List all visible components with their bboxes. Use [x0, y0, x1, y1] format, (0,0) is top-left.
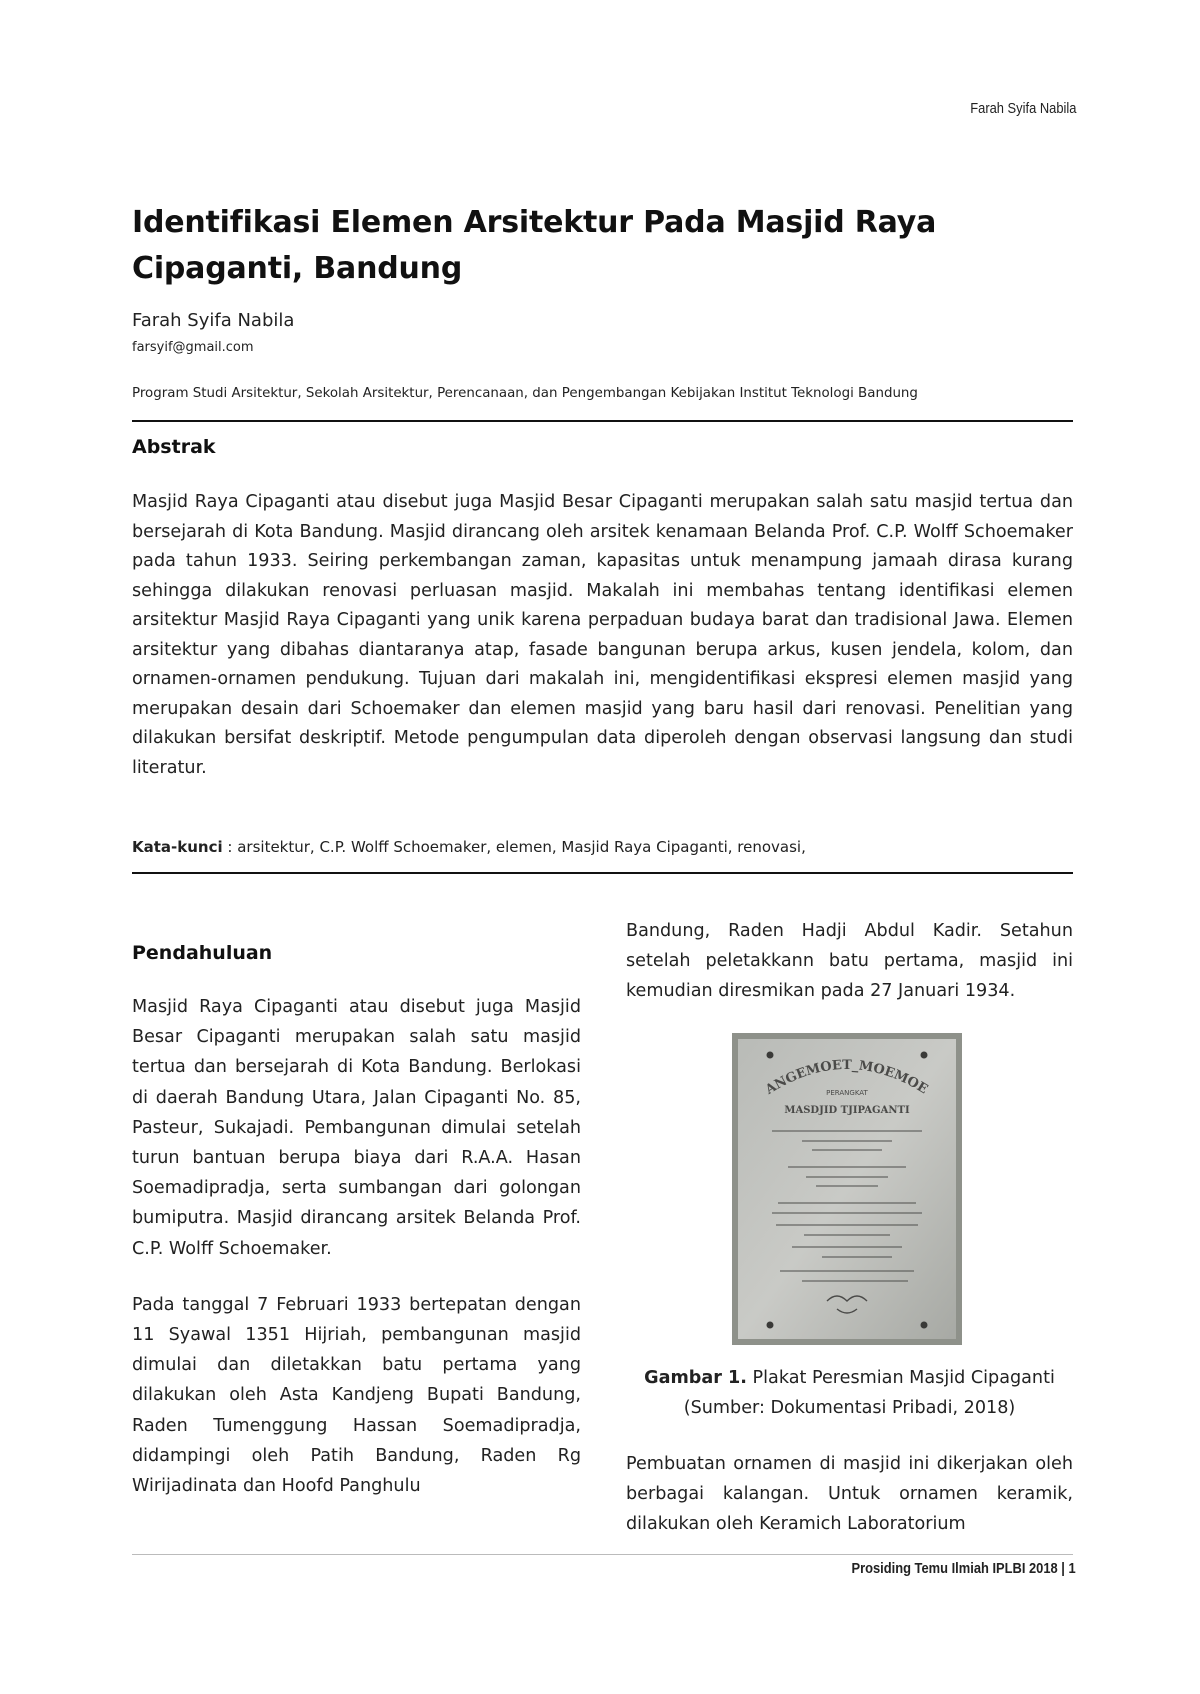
abstract-body: Masjid Raya Cipaganti atau disebut juga Masjid Besar Cipaganti merupakan salah satu masjid tertua dan bersejarah di Kota Bandung. Masjid dirancang oleh arsitek kenamaan Belanda Prof. C.P. Wolff Schoemaker pada tahun 1933. Seiring perkembangan zaman, kapasitas untuk menampung jamaah dirasa kurang sehingga dilakukan renovasi perluasan masjid. Makalah ini membahas tentang identifikasi elemen arsitektur Masjid Raya Cipaganti yang unik karena perpaduan budaya barat dan tradisional Jawa. Elemen arsitektur yang dibahas diantaranya atap, fasade bangunan berupa arkus, kusen jendela, kolom, dan ornamen-ornamen pendukung. Tujuan dari makalah ini, mengidentifikasi ekspresi elemen masjid yang merupakan desain dari Schoemaker dan elemen masjid yang baru hasil dari renovasi. Penelitian yang dilakukan bersifat deskriptif. Metode pengumpulan data diperoleh dengan observasi langsung dan studi literatur.	[132, 492, 1073, 778]
intro-paragraph-4: Pembuatan ornamen di masjid ini dikerjakan oleh berbagai kalangan. Untuk ornamen keramik, dilakukan oleh Keramich Laboratorium	[626, 1453, 1073, 1535]
figure-caption-source: (Sumber: Dokumentasi Pribadi, 2018)	[683, 1397, 1016, 1418]
keywords-text: : arsitektur, C.P. Wolff Schoemaker, elemen, Masjid Raya Cipaganti, renovasi,	[222, 838, 806, 856]
abstract-heading: Abstrak	[132, 436, 216, 458]
keywords-label: Kata-kunci	[132, 838, 223, 856]
abstract-top-rule	[132, 420, 1073, 422]
intro-paragraph-3: Bandung, Raden Hadji Abdul Kadir. Setahun setelah peletakkann batu pertama, masjid ini kemudian diresmikan pada 27 Januari 1934.	[626, 921, 1073, 1002]
plaque-bolt-bottom-right	[920, 1321, 927, 1328]
intro-paragraph-2: Pada tanggal 7 Februari 1933 bertepatan dengan 11 Syawal 1351 Hijriah, pembangunan masjid dimulai dan diletakkan batu pertama yang dilakukan oleh Asta Kandjeng Bupati Bandung, Raden Tumenggung Hassan Soemadipradja, didampingi oleh Patih Bandung, Raden Rg Wirijadinata dan Hoofd Panghulu	[132, 1294, 581, 1497]
section-heading-pendahuluan: Pendahuluan	[132, 942, 273, 964]
figure-plaque-photo	[732, 1033, 962, 1345]
footer-rule	[132, 1554, 1073, 1555]
keywords-bottom-rule	[132, 872, 1073, 874]
plaque-bolt-top-right	[920, 1051, 927, 1058]
running-header-author: Farah Syifa Nabila	[969, 100, 1076, 117]
intro-paragraph-1: Masjid Raya Cipaganti atau disebut juga Masjid Besar Cipaganti merupakan salah satu masjid tertua dan bersejarah di Kota Bandung. Berlokasi di daerah Bandung Utara, Jalan Cipaganti No. 85, Pasteur, Sukajadi. Pembangunan dimulai setelah turun bantuan berupa biaya dari R.A.A. Hasan Soemadipradja, serta sumbangan dari golongan bumiputra. Masjid dirancang arsitek Belanda Prof. C.P. Wolff Schoemaker.	[132, 997, 581, 1259]
figure-caption-label: Gambar 1.	[644, 1367, 747, 1388]
author-name: Farah Syifa Nabila	[132, 310, 295, 331]
author-email: farsyif@gmail.com	[132, 340, 254, 355]
paper-title: Identifikasi Elemen Arsitektur Pada Masjid Raya Cipaganti, Bandung	[132, 205, 937, 286]
plaque-bolt-bottom-left	[766, 1321, 773, 1328]
right-column	[626, 916, 1073, 1539]
keywords-line	[132, 838, 806, 856]
plaque-mosque-name: MASDJID TJIPAGANTI	[783, 1104, 910, 1116]
author-affiliation: Program Studi Arsitektur, Sekolah Arsitektur, Perencanaan, dan Pengembangan Kebijakan Institut Teknologi Bandung	[132, 386, 918, 401]
plaque-bolt-top-left	[766, 1051, 773, 1058]
left-column	[132, 942, 581, 1501]
figure-caption	[626, 1363, 1073, 1423]
plaque-image	[732, 1033, 962, 1345]
figure-caption-text: Plakat Peresmian Masjid Cipaganti	[746, 1367, 1055, 1388]
plaque-subtitle: PERANGKAT	[825, 1088, 868, 1097]
plaque-arched-title: ANGEMOET_MOEMOE	[762, 1057, 930, 1098]
page-footer: Prosiding Temu Ilmiah IPLBI 2018 | 1	[851, 1560, 1076, 1577]
